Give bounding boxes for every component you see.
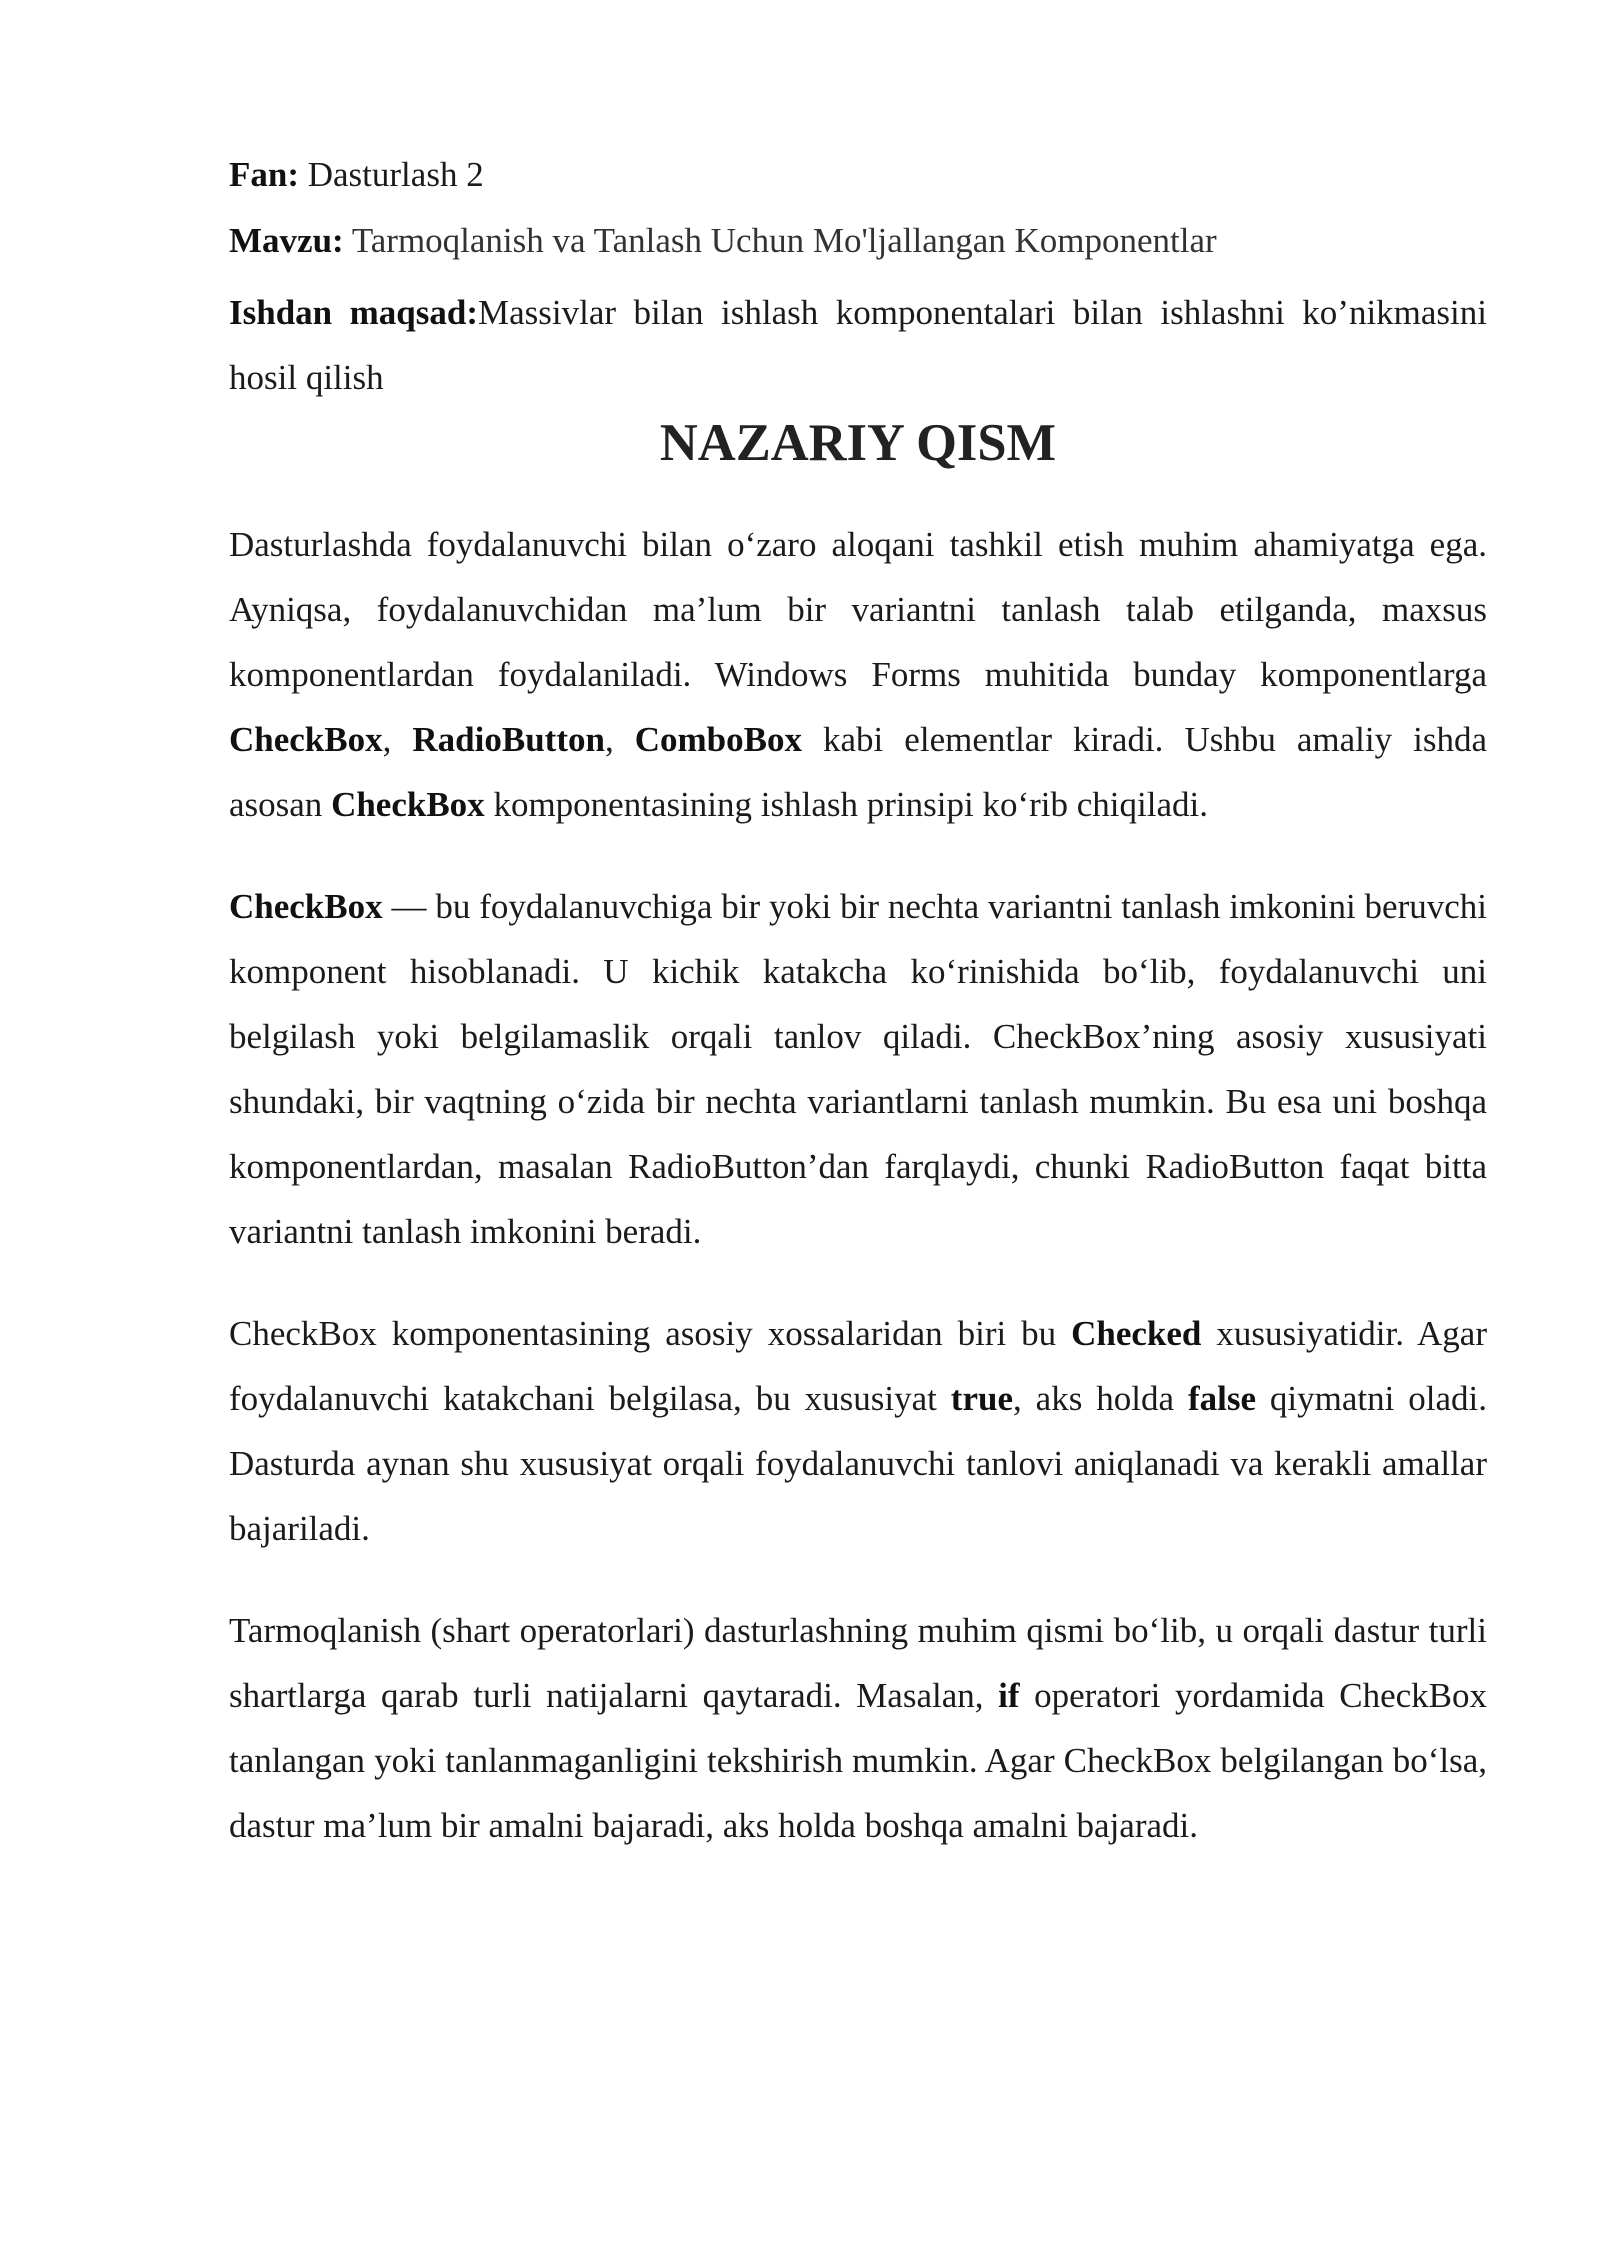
topic-value: Tarmoqlanish va Tanlash Uchun Mo'ljallangan Komponentlar	[351, 221, 1217, 260]
goal-paragraph	[229, 280, 1487, 410]
p2-text-1: — bu foydalanuvchiga bir yoki bir nechta variantni tanlash imkonini beruvchi komponent hisoblanadi. U kichik katakcha ko‘rinishida bo‘lib, foydalanuvchi uni belgilash yoki belgilamaslik orqali tanlov qiladi. CheckBox’ning asosiy xususiyati shundaki, bir vaqtning o‘zida bir nechta variantlarni tanlash mumkin. Bu esa uni boshqa komponentlardan, masalan RadioButton’dan farqlaydi, chunki RadioButton faqat bitta variantni tanlash imkonini beradi.	[229, 887, 1487, 1251]
p1-bold-checkbox-2: CheckBox	[331, 785, 485, 824]
p4-text-1: Tarmoqlanish (shart operatorlari) dasturlashning muhim qismi bo‘lib, u orqali dastur turli shartlarga qarab turli natijalarni qaytaradi. Masalan,	[229, 1611, 1487, 1715]
p3-bold-true: true	[950, 1379, 1013, 1418]
p3-text-4: qiymatni oladi. Dasturda aynan shu xususiyat orqali foydalanuvchi tanlovi aniqlanadi va kerakli amallar bajariladi.	[229, 1379, 1487, 1548]
p4-text-2: operatori yordamida CheckBox tanlangan yoki tanlanmaganligini tekshirish mumkin. Agar CheckBox belgilangan bo‘lsa, dastur ma’lum bir amalni bajaradi, aks holda boshqa amalni bajaradi.	[229, 1676, 1488, 1845]
goal-value: Massivlar bilan ishlash komponentalari bilan ishlashni ko’nikmasini hosil qilish	[229, 293, 1487, 397]
topic-line	[229, 214, 1487, 268]
p4-bold-if: if	[998, 1676, 1020, 1715]
paragraph-branching	[229, 1598, 1487, 1858]
paragraph-checkbox-definition	[229, 874, 1487, 1264]
p1-text-3: ,	[604, 720, 635, 759]
subject-label: Fan:	[229, 155, 299, 194]
p1-text-5: komponentasining ishlash prinsipi ko‘rib chiqiladi.	[484, 785, 1208, 824]
document-page	[229, 148, 1487, 1858]
paragraph-checked-property	[229, 1301, 1487, 1561]
p1-text-2: ,	[382, 720, 413, 759]
p3-bold-false: false	[1187, 1379, 1256, 1418]
p3-bold-checked: Checked	[1071, 1314, 1202, 1353]
p1-bold-combobox: ComboBox	[634, 720, 802, 759]
p2-bold-checkbox: CheckBox	[229, 887, 383, 926]
p1-bold-radiobutton: RadioButton	[412, 720, 605, 759]
paragraph-intro	[229, 512, 1487, 837]
p1-bold-checkbox: CheckBox	[229, 720, 383, 759]
subject-value: Dasturlash 2	[307, 155, 484, 194]
p3-text-3: , aks holda	[1013, 1379, 1188, 1418]
p1-text-4: kabi elementlar kiradi. Ushbu amaliy ishda asosan	[229, 720, 1488, 824]
goal-label: Ishdan maqsad:	[229, 293, 478, 332]
section-title: NAZARIY QISM	[659, 414, 1057, 472]
p1-text-1: Dasturlashda foydalanuvchi bilan o‘zaro aloqani tashkil etish muhim ahamiyatga ega. Ayniqsa, foydalanuvchidan ma’lum bir variantni tanlash talab etilganda, maxsus komponentlardan foydalaniladi. Windows Forms muhitida bunday komponentlarga	[229, 525, 1487, 694]
subject-line	[229, 148, 1487, 202]
topic-label: Mavzu:	[229, 221, 344, 260]
p3-text-2: xususiyatidir. Agar foydalanuvchi katakchani belgilasa, bu xususiyat	[229, 1314, 1487, 1418]
p3-text-1: CheckBox komponentasining asosiy xossalaridan biri bu	[229, 1314, 1072, 1353]
